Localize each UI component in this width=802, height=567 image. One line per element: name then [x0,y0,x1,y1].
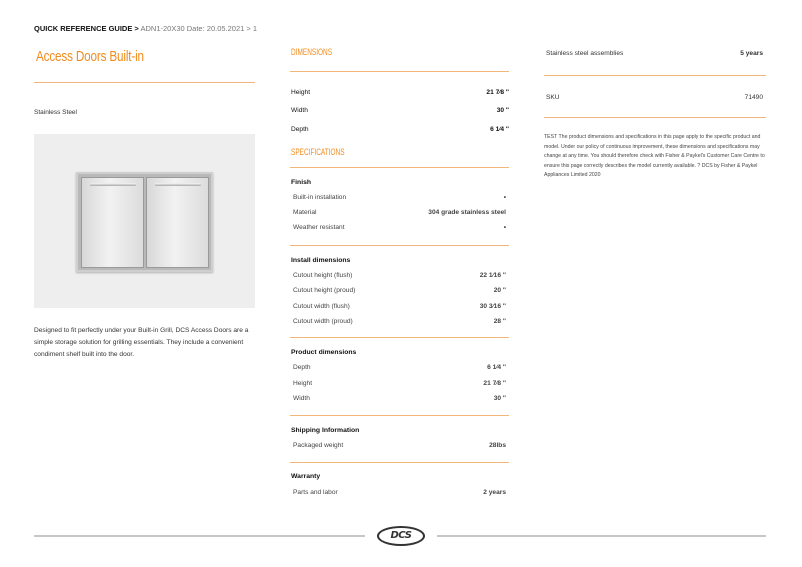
divider [290,415,509,416]
spec-value: 30 3⁄16 '' [479,303,506,310]
page-number: 1 [252,24,258,33]
spec-value: 2 years [483,489,506,496]
spec-value: 5 years [740,50,763,57]
dimension-value: 30 '' [496,107,509,114]
spec-group-title: Shipping Information [291,427,360,434]
spec-label: Cutout width (proud) [293,318,353,325]
sku-label: SKU [546,94,560,101]
spec-label: Cutout height (flush) [293,272,353,279]
breadcrumb [34,24,257,33]
guide-label: QUICK REFERENCE GUIDE > [34,24,139,33]
spec-group-title: Install dimensions [291,257,351,264]
footer-rule [34,535,365,537]
door-left [81,177,144,268]
spec-label: Depth [293,364,311,371]
divider [544,117,766,118]
spec-label: Height [293,380,313,387]
dimension-value: 6 1⁄4 '' [490,126,509,133]
spec-label: Cutout width (flush) [293,303,350,310]
dimensions-title: DIMENSIONS [291,47,333,57]
spec-value: 28 '' [493,318,506,325]
spec-value: 304 grade stainless steel [428,209,506,216]
spec-value: 28lbs [489,442,506,449]
divider [290,462,509,463]
spec-value: • [503,224,506,231]
door-right [146,177,209,268]
divider [290,245,509,246]
spec-label: Parts and labor [293,489,338,496]
spec-label: Packaged weight [293,442,344,449]
logo-text: DCS [390,530,412,541]
access-door-illustration [76,172,213,272]
specifications-title: SPECIFICATIONS [291,147,345,157]
spec-label: Built-in installation [293,194,347,201]
door-handle [155,183,201,186]
spec-label: Stainless steel assemblies [546,50,624,57]
dimension-value: 21 7⁄8 '' [486,89,509,96]
spec-value: • [503,194,506,201]
spec-label: Material [293,209,317,216]
guide-meta: ADN1-20X30 Date: 20.05.2021 > [140,24,251,33]
spec-label: Cutout height (proud) [293,287,356,294]
spec-group-title: Warranty [291,473,321,480]
product-variant: Stainless Steel [34,109,77,116]
spec-value: 30 '' [493,395,506,402]
dimension-label: Depth [291,126,309,133]
spec-label: Weather resistant [293,224,345,231]
divider [544,75,766,76]
spec-group-title: Product dimensions [291,349,357,356]
divider [290,167,509,168]
footer-rule [437,535,766,537]
spec-group-title: Finish [291,179,312,186]
dimension-label: Width [291,107,308,114]
product-title: Access Doors Built-in [36,48,144,65]
product-image [34,134,255,308]
divider [290,337,509,338]
divider [290,71,509,72]
spec-value: 22 1⁄16 '' [479,272,506,279]
dimension-label: Height [291,89,311,96]
spec-label: Width [293,395,310,402]
legal-disclaimer: TEST The product dimensions and specifications in this page apply to the specific product and model. Under our policy of continuous improvement, these dimensions and specifications may change at any time. You should therefore check with Fisher & Paykel's Customer Care Centre to ensure this page correctly describes the model currently available. ? DCS by Fisher & Paykel Appliances Limited 2020 [544,134,765,179]
sku-value: 71490 [744,94,763,101]
spec-value: 21 7⁄8 '' [483,380,506,387]
dcs-logo [377,526,425,546]
product-description: Designed to fit perfectly under your Built-in Grill, DCS Access Doors are a simple storage solution for grilling essentials. They include a convenient condiment shelf built into the door. [34,327,249,358]
divider [34,82,255,83]
door-handle [90,183,136,186]
spec-value: 20 '' [493,287,506,294]
spec-value: 6 1⁄4 '' [487,364,506,371]
